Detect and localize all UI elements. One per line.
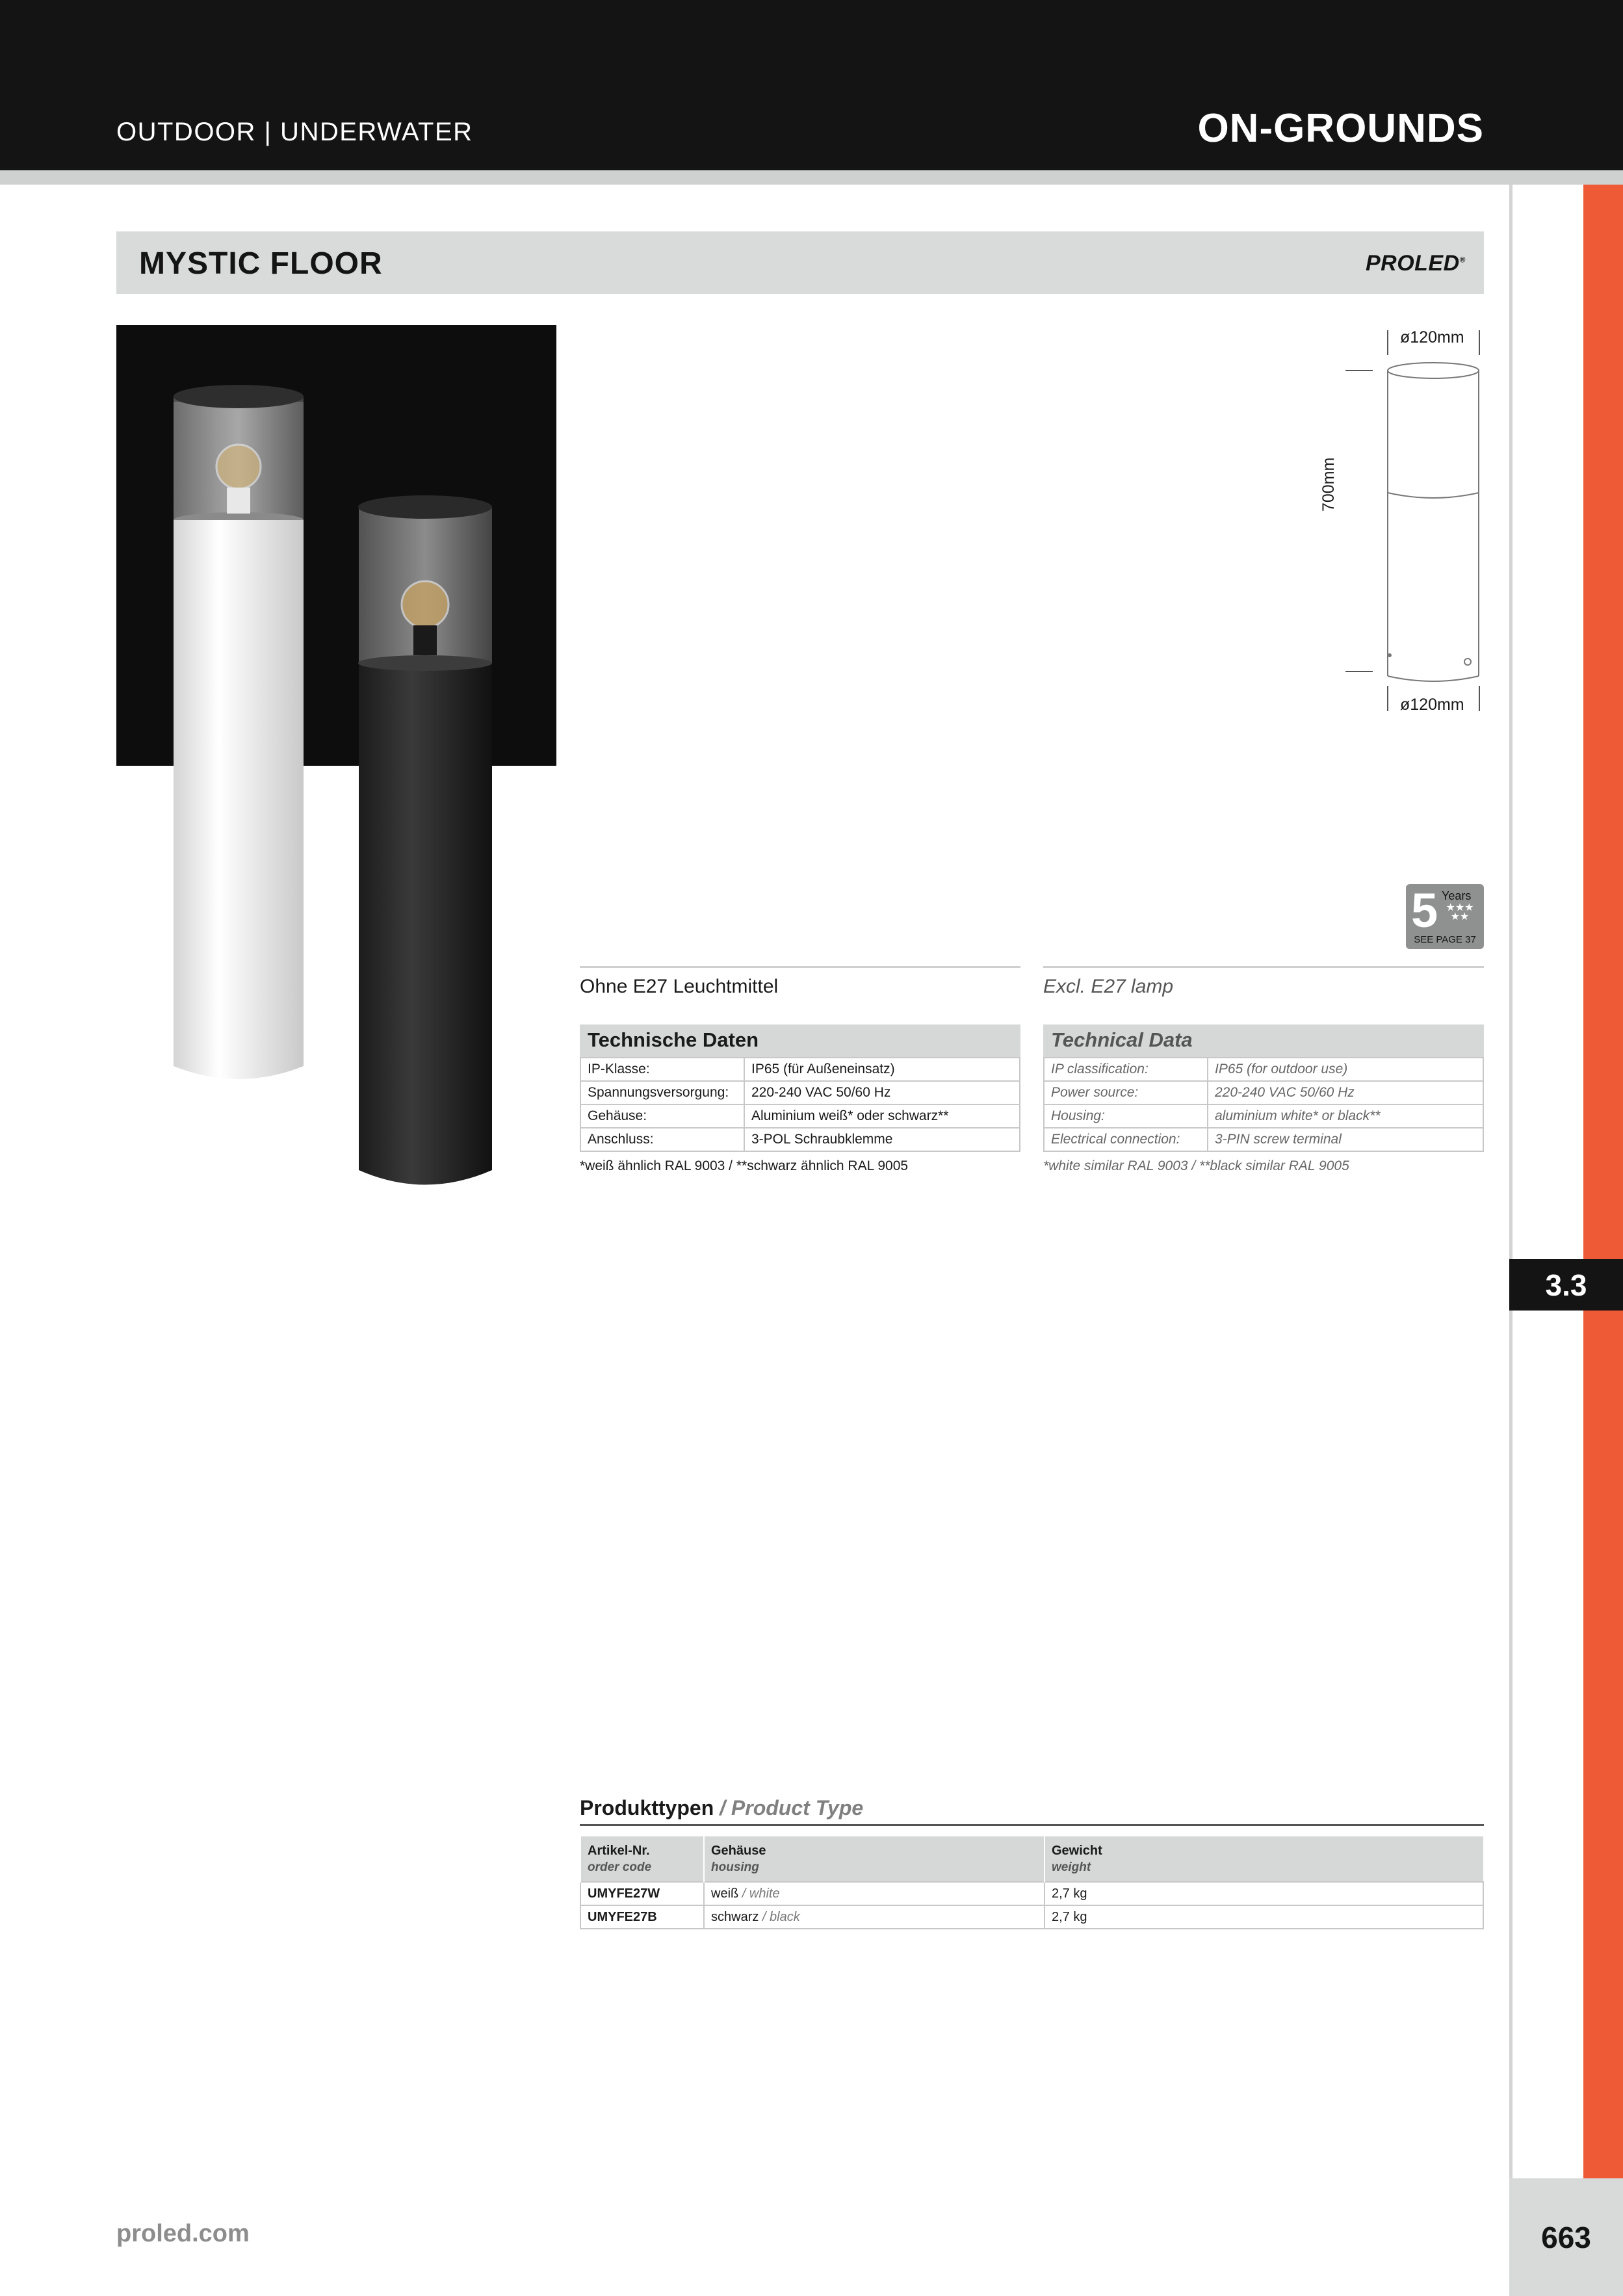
product-types-title-en: / Product Type <box>720 1796 864 1820</box>
spec-row <box>580 1128 1020 1151</box>
spec-label: IP classification: <box>1044 1058 1208 1081</box>
dimension-diameter-top: ø120mm <box>1400 328 1464 346</box>
housing-cell <box>704 1905 1045 1929</box>
product-photo <box>116 325 519 1196</box>
spec-value: IP65 (für Außeneinsatz) <box>744 1058 1020 1081</box>
spec-label: IP-Klasse: <box>580 1058 744 1081</box>
header-divider <box>0 170 1623 185</box>
lamp-note-de: Ohne E27 Leuchtmittel <box>580 966 1020 1024</box>
spec-heading-de: Technische Daten <box>580 1024 1020 1057</box>
warranty-years-number: 5 <box>1411 883 1438 937</box>
spec-table-en <box>1043 1057 1484 1152</box>
category-label: OUTDOOR | UNDERWATER <box>116 118 473 146</box>
column-header-en: weight <box>1052 1860 1091 1874</box>
table-row <box>580 1882 1483 1905</box>
warranty-years-label: Years <box>1442 889 1472 902</box>
housing-cell <box>704 1882 1045 1905</box>
spec-row <box>1044 1104 1483 1128</box>
dimension-diameter-bottom: ø120mm <box>1400 696 1464 714</box>
spec-value: 220-240 VAC 50/60 Hz <box>744 1081 1020 1104</box>
column-header-en: order code <box>588 1860 652 1874</box>
spec-value: Aluminium weiß* oder schwarz** <box>744 1104 1020 1128</box>
housing-de: weiß <box>711 1886 739 1901</box>
column-header-weight <box>1045 1836 1483 1882</box>
column-header-de: Gewicht <box>1052 1843 1102 1858</box>
spec-row <box>580 1104 1020 1128</box>
column-header-en: housing <box>711 1860 759 1874</box>
specs-german <box>580 966 1020 1174</box>
brand-logo-text: PROLED <box>1365 251 1460 276</box>
product-title-bar <box>116 231 1484 294</box>
side-accent-bar <box>1583 185 1623 2178</box>
table-header-row <box>580 1836 1483 1882</box>
spec-value: aluminium white* or black** <box>1208 1104 1483 1128</box>
column-header-order-code <box>580 1836 704 1882</box>
spec-label: Spannungsversorgung: <box>580 1081 744 1104</box>
brand-logo: PROLED® <box>1365 251 1466 276</box>
warranty-stars-icon: ★★★ ★★ <box>1446 902 1474 922</box>
column-header-housing <box>704 1836 1045 1882</box>
side-margin <box>1509 185 1583 2178</box>
order-code-cell[interactable]: UMYFE27B <box>580 1905 704 1929</box>
weight-cell: 2,7 kg <box>1045 1882 1483 1905</box>
weight-cell: 2,7 kg <box>1045 1905 1483 1929</box>
spec-row <box>580 1081 1020 1104</box>
footnote-de: *weiß ähnlich RAL 9003 / **schwarz ähnlich RAL 9005 <box>580 1158 909 1173</box>
chapter-tab[interactable]: 3.3 <box>1509 1259 1623 1311</box>
spec-label: Anschluss: <box>580 1128 744 1151</box>
page-number: 663 <box>1509 2178 1623 2296</box>
lamp-note-en: Excl. E27 lamp <box>1043 966 1484 1024</box>
footnote-en: *white similar RAL 9003 / **black similar RAL 9005 <box>1043 1158 1349 1173</box>
product-types-title-de: Produkttypen <box>580 1796 714 1820</box>
specs-english <box>1043 966 1484 1174</box>
product-name: MYSTIC FLOOR <box>139 246 383 281</box>
spec-label: Power source: <box>1044 1081 1208 1104</box>
table-row <box>580 1905 1483 1929</box>
spec-label: Gehäuse: <box>580 1104 744 1128</box>
order-code-cell[interactable]: UMYFE27W <box>580 1882 704 1905</box>
product-types-section <box>580 1796 1484 1929</box>
spec-label: Electrical connection: <box>1044 1128 1208 1151</box>
spec-row <box>1044 1058 1483 1081</box>
housing-en: / black <box>762 1909 800 1924</box>
dimension-drawing <box>1326 319 1488 722</box>
spec-value: 3-POL Schraubklemme <box>744 1128 1020 1151</box>
spec-row <box>1044 1128 1483 1151</box>
spec-table-de <box>580 1057 1020 1152</box>
spec-value: 220-240 VAC 50/60 Hz <box>1208 1081 1483 1104</box>
spec-row <box>1044 1081 1483 1104</box>
warranty-see-page: SEE PAGE 37 <box>1414 934 1476 945</box>
dimension-height: 700mm <box>1319 457 1338 512</box>
spec-value: IP65 (for outdoor use) <box>1208 1058 1483 1081</box>
spec-heading-en: Technical Data <box>1043 1024 1484 1057</box>
column-header-de: Artikel-Nr. <box>588 1843 650 1858</box>
page-header <box>0 0 1623 170</box>
product-types-table <box>580 1836 1484 1929</box>
website-link[interactable]: proled.com <box>116 2220 250 2247</box>
product-types-title <box>580 1796 1484 1826</box>
spec-label: Housing: <box>1044 1104 1208 1128</box>
spec-value: 3-PIN screw terminal <box>1208 1128 1483 1151</box>
housing-de: schwarz <box>711 1909 759 1924</box>
spec-row <box>580 1058 1020 1081</box>
housing-en: / white <box>742 1886 780 1901</box>
warranty-badge[interactable] <box>1406 884 1484 949</box>
section-title: ON-GROUNDS <box>1197 106 1484 151</box>
column-header-de: Gehäuse <box>711 1843 766 1858</box>
